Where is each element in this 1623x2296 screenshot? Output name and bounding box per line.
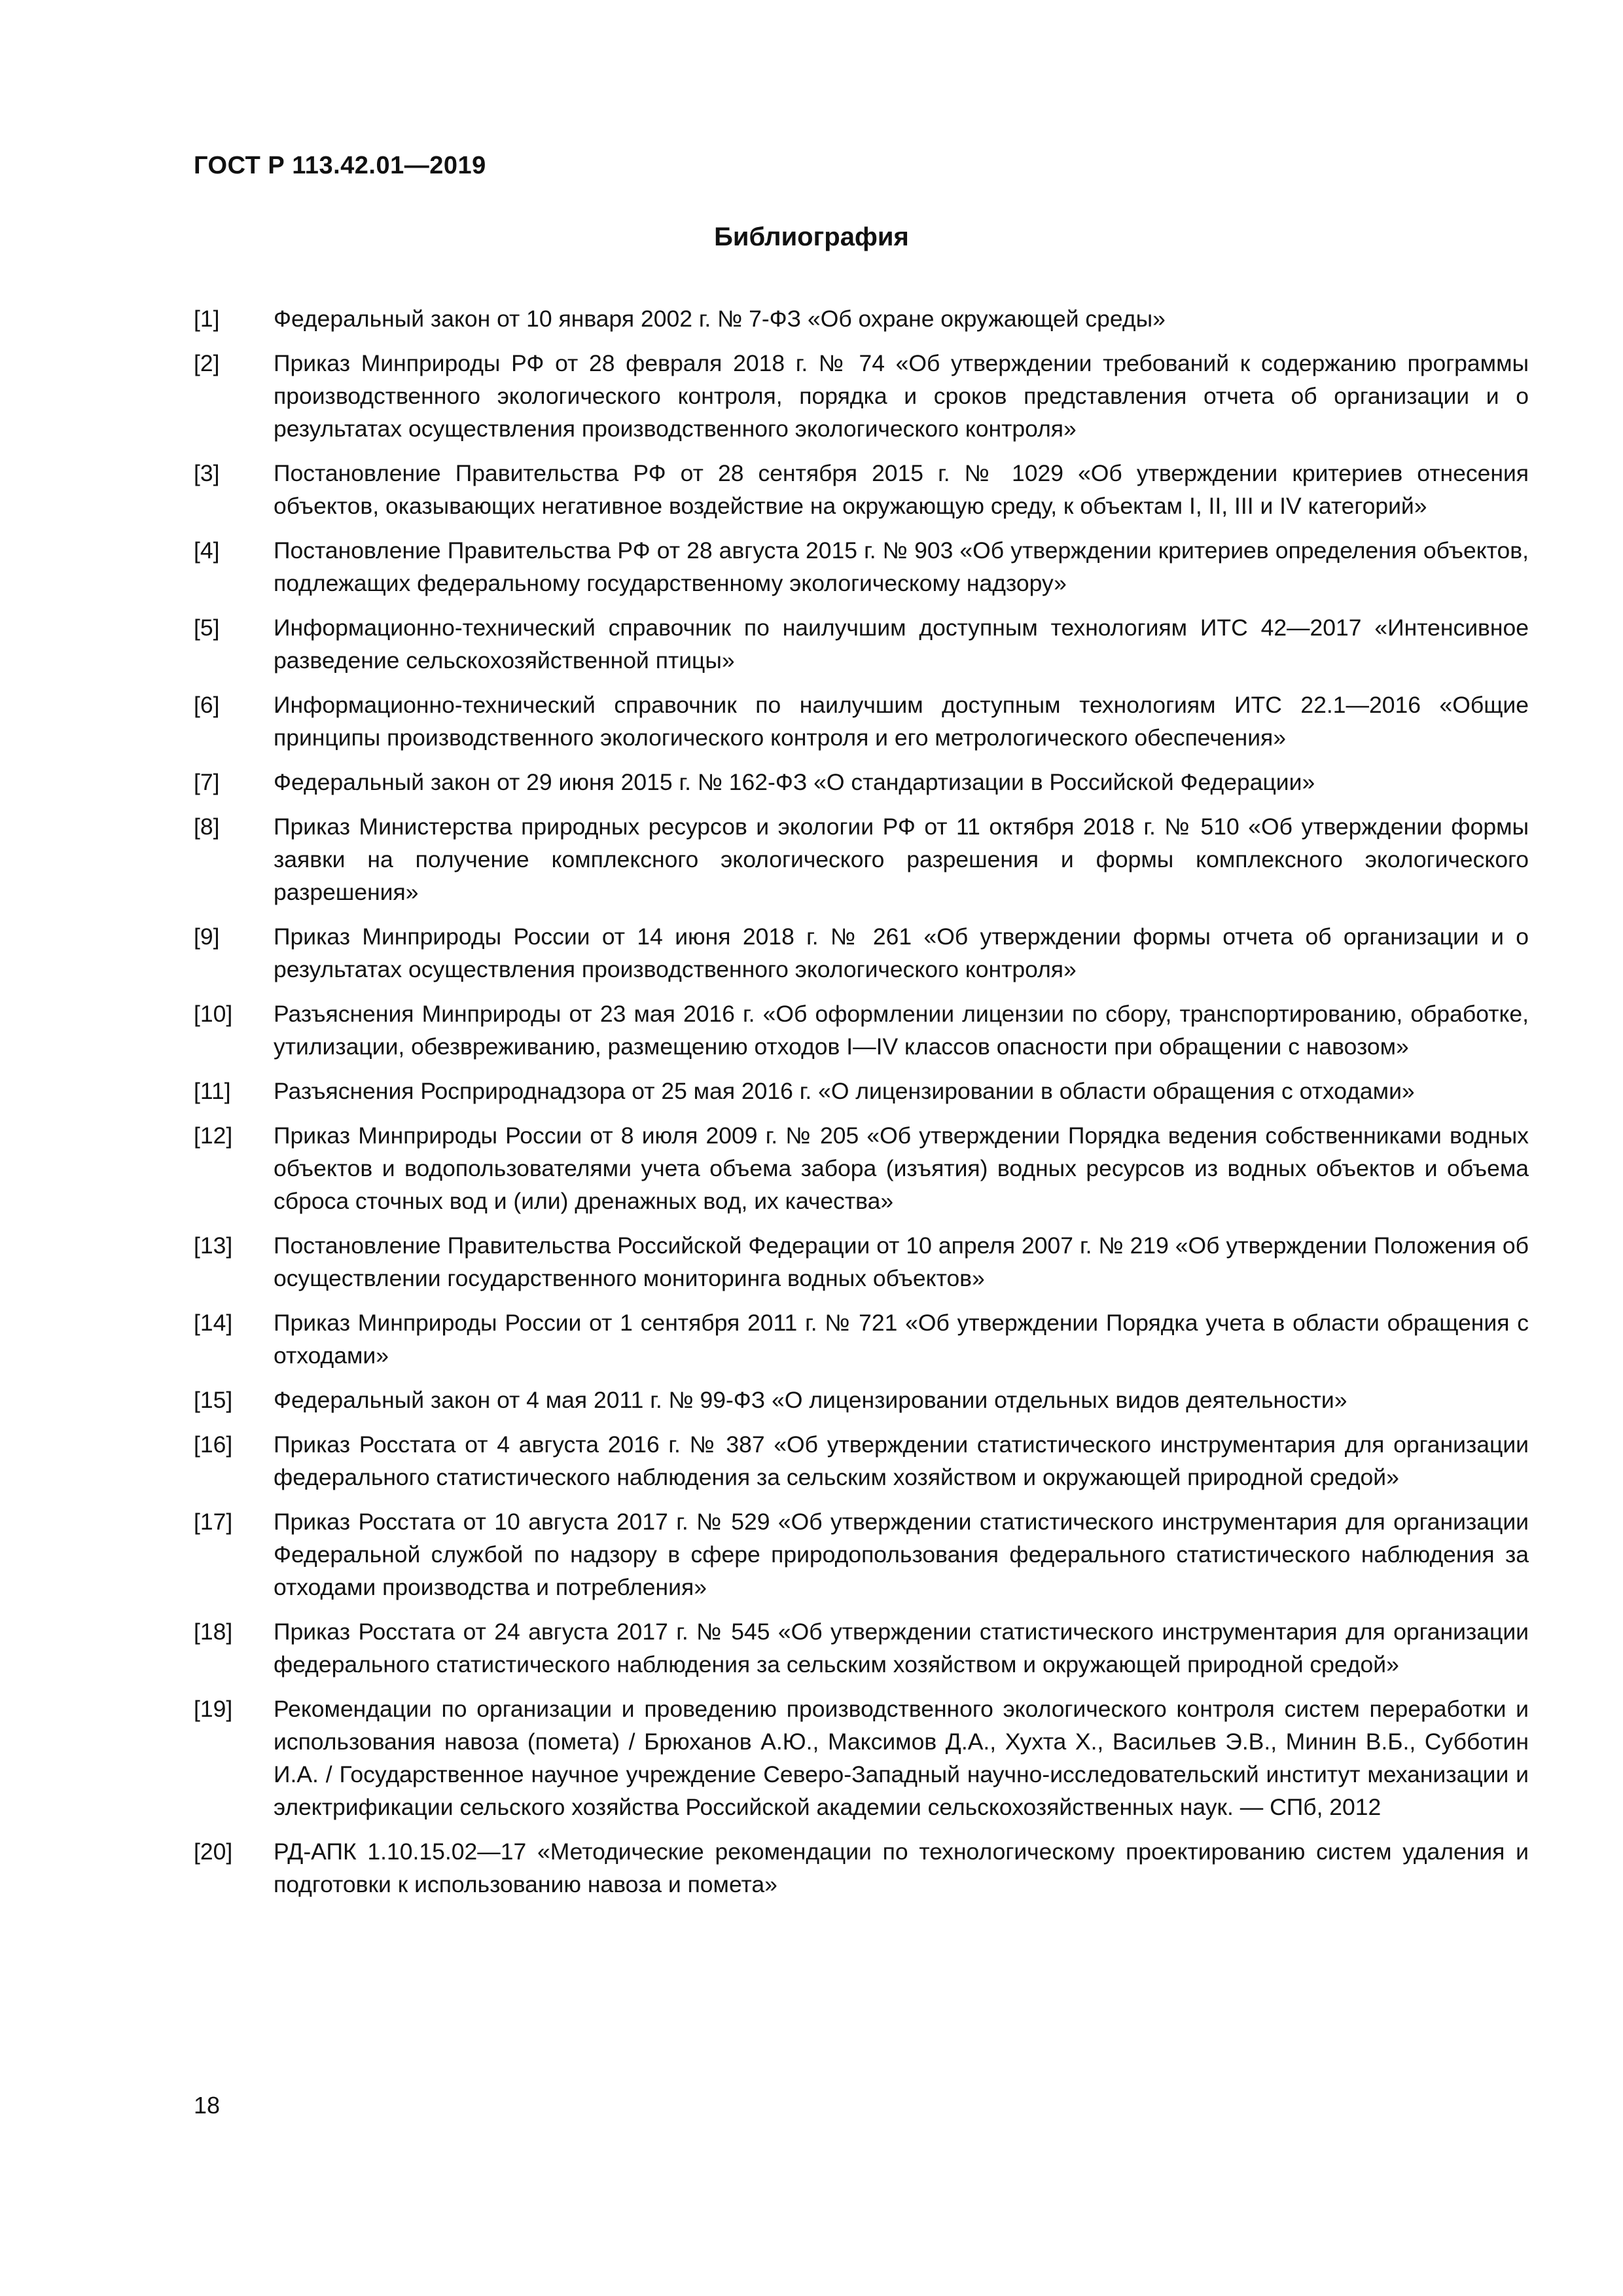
bibliography-entry xyxy=(194,347,1529,445)
bibliography-entry xyxy=(194,810,1529,908)
entry-number: [17] xyxy=(194,1509,233,1535)
bibliography-entry xyxy=(194,1119,1529,1217)
bibliography-entry xyxy=(194,1306,1529,1372)
entry-number: [18] xyxy=(194,1619,233,1645)
bibliography-entry xyxy=(194,457,1529,522)
entry-text: Информационно-технический справочник по наилучшим доступным технологиям ИТС 22.1—2016 «Общие принципы производственного экологического контроля и его метрологического обеспечения» xyxy=(274,692,1529,751)
entry-text: Федеральный закон от 4 мая 2011 г. № 99-ФЗ «О лицензировании отдельных видов деятельности» xyxy=(274,1387,1347,1413)
entry-text: РД-АПК 1.10.15.02—17 «Методические рекомендации по технологическому проектированию систем удаления и подготовки к использованию навоза и помета» xyxy=(274,1839,1529,1897)
bibliography-entry xyxy=(194,534,1529,600)
bibliography-entry xyxy=(194,1505,1529,1604)
entry-number: [16] xyxy=(194,1431,233,1458)
entry-number: [13] xyxy=(194,1232,233,1259)
bibliography-entry xyxy=(194,997,1529,1063)
entry-number: [1] xyxy=(194,306,220,332)
entry-text: Постановление Правительства РФ от 28 сентября 2015 г. № 1029 «Об утверждении критериев отнесения объектов, оказывающих негативное воздействие на окружающую среду, к объектам I, II, III и IV категорий» xyxy=(274,460,1529,519)
entry-text: Приказ Росстата от 10 августа 2017 г. № 529 «Об утверждении статистического инструментария для организации Федеральной службой по надзору в сфере природопользования федерального статистического наблюдения за отходами производства и потребления» xyxy=(274,1509,1529,1600)
bibliography-entry xyxy=(194,766,1529,798)
bibliography-entry xyxy=(194,689,1529,754)
entry-text: Приказ Минприроды России от 8 июля 2009 г. № 205 «Об утверждении Порядка ведения собственниками водных объектов и водопользователями учета объема забора (изъятия) водных ресурсов из водных объектов и объема сброса сточных вод и (или) дренажных вод, их качества» xyxy=(274,1122,1529,1214)
entry-text: Информационно-технический справочник по наилучшим доступным технологиям ИТС 42—2017 «Интенсивное разведение сельскохозяйственной птицы» xyxy=(274,615,1529,673)
entry-text: Приказ Росстата от 4 августа 2016 г. № 387 «Об утверждении статистического инструментария для организации федерального статистического наблюдения за сельским хозяйством и окружающей природной средой» xyxy=(274,1431,1529,1490)
entry-text: Приказ Минприроды РФ от 28 февраля 2018 г. № 74 «Об утверждении требований к содержанию программы производственного экологического контроля, порядка и сроков представления отчета об организации и о результатах осуществления производственного экологического контроля» xyxy=(274,350,1529,442)
bibliography-entry xyxy=(194,1075,1529,1107)
page-number: 18 xyxy=(194,2092,221,2119)
entry-number: [10] xyxy=(194,1001,233,1027)
entry-number: [7] xyxy=(194,769,220,795)
entry-text: Федеральный закон от 29 июня 2015 г. № 162-ФЗ «О стандартизации в Российской Федерации» xyxy=(274,769,1315,795)
entry-text: Федеральный закон от 10 января 2002 г. № 7-ФЗ «Об охране окружающей среды» xyxy=(274,306,1166,332)
entry-text: Постановление Правительства Российской Федерации от 10 апреля 2007 г. № 219 «Об утверждении Положения об осуществлении государственного мониторинга водных объектов» xyxy=(274,1232,1529,1291)
bibliography-list xyxy=(194,302,1529,1912)
entry-number: [20] xyxy=(194,1839,233,1865)
entry-text: Приказ Минприроды России от 1 сентября 2011 г. № 721 «Об утверждении Порядка учета в области обращения с отходами» xyxy=(274,1310,1529,1369)
entry-text: Приказ Росстата от 24 августа 2017 г. № 545 «Об утверждении статистического инструментария для организации федерального статистического наблюдения за сельским хозяйством и окружающей природной средой» xyxy=(274,1619,1529,1677)
entry-number: [2] xyxy=(194,350,220,376)
section-title: Библиография xyxy=(714,223,909,251)
bibliography-entry xyxy=(194,1693,1529,1823)
entry-number: [15] xyxy=(194,1387,233,1413)
entry-text: Приказ Минприроды России от 14 июня 2018 г. № 261 «Об утверждении формы отчета об организации и о результатах осуществления производственного экологического контроля» xyxy=(274,924,1529,982)
bibliography-entry xyxy=(194,1384,1529,1416)
entry-number: [9] xyxy=(194,924,220,950)
bibliography-entry xyxy=(194,1835,1529,1901)
bibliography-entry xyxy=(194,302,1529,335)
entry-number: [6] xyxy=(194,692,220,718)
bibliography-entry xyxy=(194,1615,1529,1681)
document-code: ГОСТ Р 113.42.01—2019 xyxy=(194,152,486,179)
entry-number: [5] xyxy=(194,615,220,641)
bibliography-entry xyxy=(194,611,1529,677)
entry-text: Рекомендации по организации и проведению производственного экологического контроля систем переработки и использования навоза (помета) / Брюханов А.Ю., Максимов Д.А., Хухта Х., Васильев Э.В., Минин В.Б., Субботин И.А. / Государственное научное учреждение Северо-Западный научно-исследовательский институт механизации и электрификации сельского хозяйства Российской академии сельскохозяйственных наук. — СПб, 2012 xyxy=(274,1696,1529,1820)
entry-number: [19] xyxy=(194,1696,233,1722)
entry-text: Разъяснения Росприроднадзора от 25 мая 2016 г. «О лицензировании в области обращения с отходами» xyxy=(274,1078,1415,1104)
entry-text: Приказ Министерства природных ресурсов и экологии РФ от 11 октября 2018 г. № 510 «Об утверждении формы заявки на получение комплексного экологического разрешения и формы комплексного экологического разрешения» xyxy=(274,814,1529,905)
bibliography-entry xyxy=(194,1229,1529,1295)
entry-number: [12] xyxy=(194,1122,233,1149)
entry-number: [3] xyxy=(194,460,220,486)
bibliography-entry xyxy=(194,1428,1529,1494)
entry-number: [8] xyxy=(194,814,220,840)
entry-number: [14] xyxy=(194,1310,233,1336)
entry-text: Постановление Правительства РФ от 28 августа 2015 г. № 903 «Об утверждении критериев определения объектов, подлежащих федеральному государственному экологическому надзору» xyxy=(274,537,1529,596)
entry-number: [4] xyxy=(194,537,220,564)
bibliography-entry xyxy=(194,920,1529,986)
entry-number: [11] xyxy=(194,1078,231,1104)
entry-text: Разъяснения Минприроды от 23 мая 2016 г. «Об оформлении лицензии по сбору, транспортированию, обработке, утилизации, обезвреживанию, размещению отходов I—IV классов опасности при обращении с навозом» xyxy=(274,1001,1529,1060)
